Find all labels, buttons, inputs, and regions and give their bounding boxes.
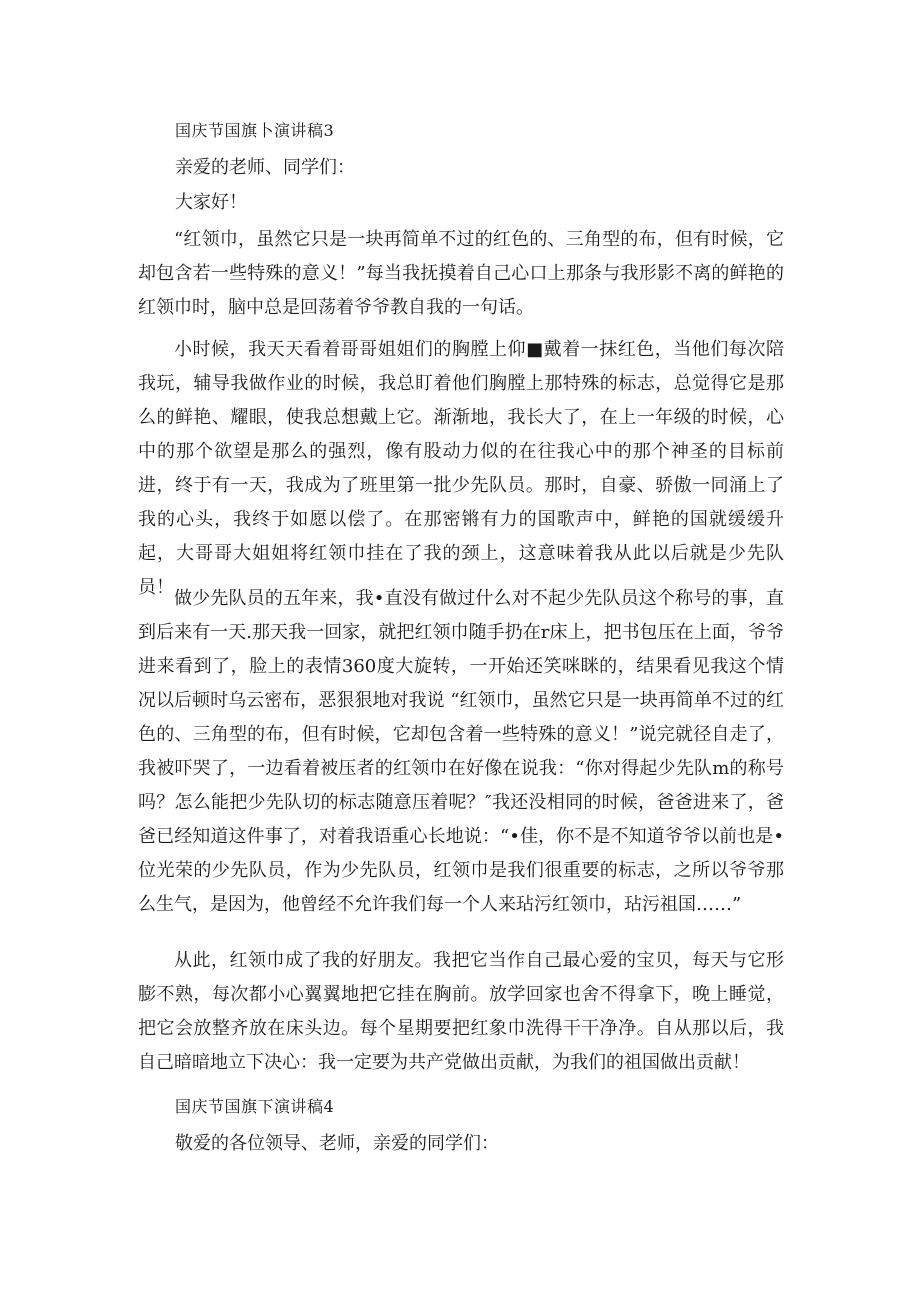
speech-4-title: 国庆节国旗下演讲稿4 bbox=[175, 1097, 335, 1116]
speech-3-title: 国庆节国旗卜演讲稿3 bbox=[175, 121, 335, 140]
speech-3-greeting: 大家好！ bbox=[175, 192, 247, 213]
speech-4-salutation: 敬爱的各位领导、老师，亲爱的同学们： bbox=[175, 1133, 499, 1154]
speech-3-paragraph-4: 从此，红领巾成了我的好朋友。我把它当作自己最心爱的宝贝，每天与它形膨不熟，每次都小心翼翼地把它挂在胸前。放学回家也舍不得拿下，晚上睡觉，把它会放整齐放在床头边。每个星期要把红象巾洗得干干净净。自从那以后，我自己暗暗地立下决心：我一定要为共产党做出贡献，为我们的祖国做出贡献！ bbox=[138, 950, 784, 1073]
speech-3-paragraph-3: 做少先队员的五年来，我•直没有做过什么对不起少先队员这个称号的事，直到后来有一天.那天我一回家，就把红领巾随手扔在r床上，把书包压在上面，爷爷进来看到了，脸上的表情360度大旋转，一开始还笑咪眯的，结果看见我这个情况以后顿时乌云密布，恶狠狠地对我说 “红领巾，虽然它只是一块再简单不过的红色的、三角型的布，但有时候，它却包含着一些特殊的意义！”说完就径自走了，我被吓哭了，一边看着被压者的红领巾在好像在说我：“你对得起少先队m的称号吗？怎么能把少先队切的标志随意压着呢？″我还没相同的时候，爸爸进来了，爸爸已经知道这件事了，对着我语重心长地说：“•佳，你不是不知道爷爷以前也是•位光荣的少先队员，作为少先队员，红领巾是我们很重要的标志，之所以爷爷那么生气，是因为，他曾经不允许我们每一个人来玷污红领巾，玷污祖国……” bbox=[138, 588, 784, 915]
speech-3-paragraph-1: “红领巾，虽然它只是一块再简单不过的红色的、三角型的布，但有时候，它却包含若一些特殊的意义！”每当我抚摸着自己心口上那条与我形影不离的鲜艳的红领巾时，脑中总是回荡着爷爷教自我的一句话。 bbox=[138, 229, 784, 318]
speech-3-paragraph-2: 小时候，我天天看着哥哥姐姐们的胸膛上仰■戴着一抹红色，当他们每次陪我玩，辅导我做作业的时候，我总盯着他们胸膛上那特殊的标志，总觉得它是那么的鲜艳、耀眼，使我总想戴上它。渐渐地，我长大了，在上一年级的时候，心中的那个欲望是那么的强烈，像有股动力似的在往我心中的那个神圣的目标前进，终于有一天，我成为了班里第一批少先队员。那时，自豪、骄傲一同涌上了我的心头，我终于如愿以偿了。在那密锵有力的国歌声中，鲜艳的国就缓缓升起，大哥哥大姐姐将红领巾挂在了我的颈上，这意味着我从此以后就是少先队员！ bbox=[138, 339, 784, 598]
speech-3-salutation: 亲爱的老师、同学们： bbox=[175, 157, 355, 178]
